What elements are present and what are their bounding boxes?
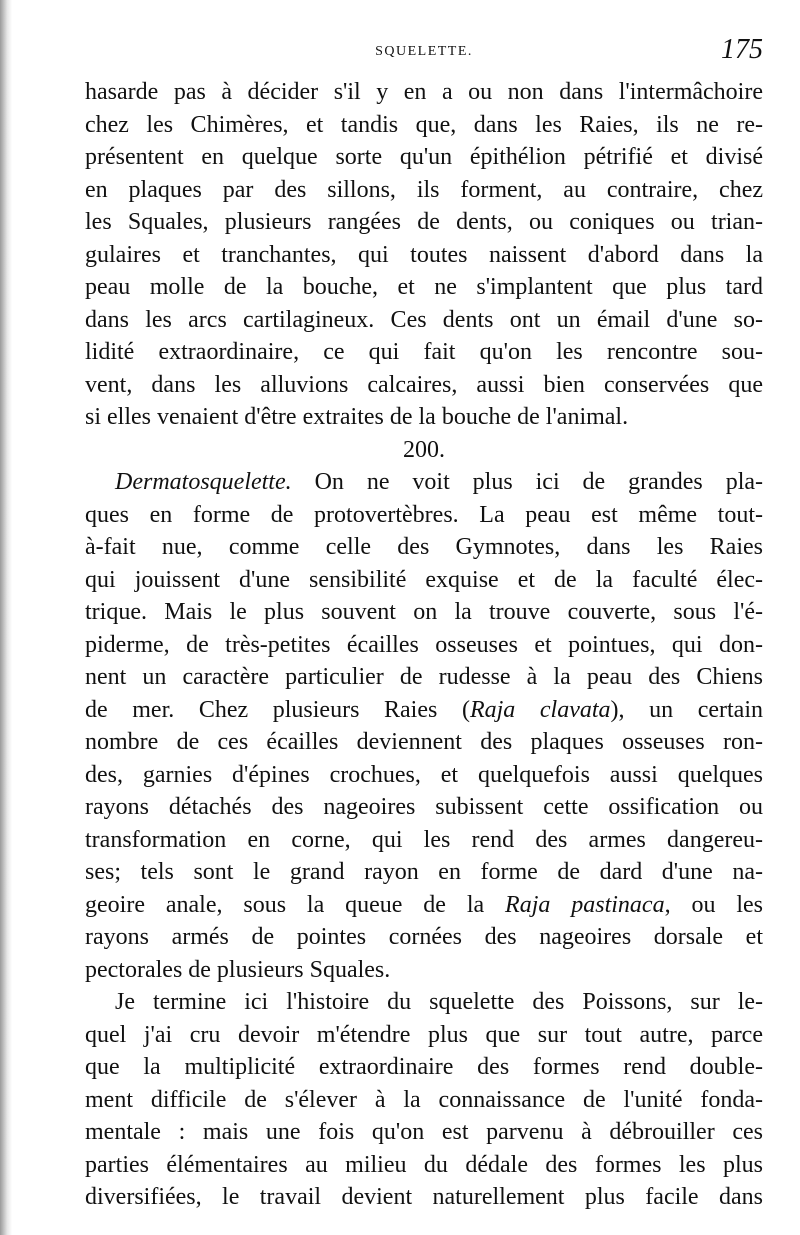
text-line: nombre de ces écailles deviennent des plaques osseuses ron- — [85, 729, 763, 755]
text-line: Je termine ici l'histoire du squelette des Poissons, sur le- — [115, 989, 763, 1015]
text-line: diversifiées, le travail devient naturellement plus facile dans — [85, 1184, 763, 1210]
text-line: piderme, de très-petites écailles osseuses et pointues, qui don- — [85, 631, 763, 658]
text-line: gulaires et tranchantes, qui toutes naissent d'abord dans la — [85, 241, 763, 268]
text-line: à-fait nue, comme celle des Gymnotes, dans les Raies — [85, 534, 763, 560]
text-line: si elles venaient d'être extraites de la bouche de l'animal. — [85, 404, 629, 430]
text-line: quel j'ai cru devoir m'étendre plus que sur tout autre, parce — [85, 1021, 763, 1048]
text-line: hasarde pas à décider s'il y en a ou non dans l'intermâchoire — [85, 79, 763, 105]
text-line: que la multiplicité extraordinaire des formes rend double- — [85, 1054, 763, 1080]
text-segment: On ne voit plus ici de grandes pla- — [314, 469, 764, 495]
text-line: des, garnies d'épines crochues, et quelquefois aussi quelques — [85, 761, 763, 788]
running-head: SQUELETTE. — [375, 44, 473, 59]
text-line — [85, 889, 763, 922]
text-segment: , ou les — [664, 891, 763, 918]
text-line: peau molle de la bouche, et ne s'implantent que plus tard — [85, 274, 763, 300]
binding-shadow — [0, 0, 12, 1235]
text-segment: de mer. Chez plusieurs Raies ( — [85, 696, 470, 723]
page-number: 175 — [721, 34, 763, 65]
text-line: ses; tels sont le grand rayon en forme de dard d'une na- — [85, 859, 763, 885]
italic-term: Raja clavata — [469, 696, 611, 723]
italic-term: Raja pastinaca — [505, 891, 665, 918]
text-line: vent, dans les alluvions calcaires, aussi bien conservées que — [85, 371, 763, 398]
text-line: mentale : mais une fois qu'on est parvenu à débrouiller ces — [85, 1119, 763, 1145]
text-segment: geoire anale, sous la queue de la — [85, 891, 506, 918]
text-line: nent un caractère particulier de rudesse à la peau des Chiens — [85, 664, 763, 690]
text-line — [85, 466, 763, 499]
body-text — [85, 76, 763, 1214]
text-line: chez les Chimères, et tandis que, dans les Raies, ils ne re- — [85, 111, 763, 138]
text-line: dans les arcs cartilagineux. Ces dents ont un émail d'une so- — [85, 306, 763, 333]
page-header — [85, 36, 763, 76]
text-line: les Squales, plusieurs rangées de dents, ou coniques ou trian- — [85, 209, 763, 235]
text-line: parties élémentaires au milieu du dédale des formes les plus — [85, 1151, 763, 1178]
text-line: transformation en corne, qui les rend des armes dangereu- — [85, 826, 763, 853]
text-line: ment difficile de s'élever à la connaissance de l'unité fonda- — [85, 1086, 763, 1113]
text-line — [85, 694, 763, 727]
text-line: trique. Mais le plus souvent on la trouve couverte, sous l'é- — [85, 599, 763, 625]
text-line: présentent en quelque sorte qu'un épithélion pétrifié et divisé — [85, 144, 763, 170]
text-line: en plaques par des sillons, ils forment, au contraire, chez — [85, 176, 763, 203]
text-line: rayons détachés des nageoires subissent cette ossification ou — [85, 794, 763, 820]
text-line: qui jouissent d'une sensibilité exquise et de la faculté élec- — [85, 566, 763, 593]
italic-term: Dermatosquelette. — [115, 469, 292, 495]
text-line: pectorales de plusieurs Squales. — [85, 956, 391, 983]
section-number: 200. — [403, 436, 445, 463]
text-line: ques en forme de protovertèbres. La peau est même tout- — [85, 501, 763, 528]
text-segment: ), un certain — [610, 696, 763, 723]
text-line: lidité extraordinaire, ce qui fait qu'on les rencontre sou- — [85, 339, 763, 365]
text-line: rayons armés de pointes cornées des nageoires dorsale et — [85, 924, 763, 950]
